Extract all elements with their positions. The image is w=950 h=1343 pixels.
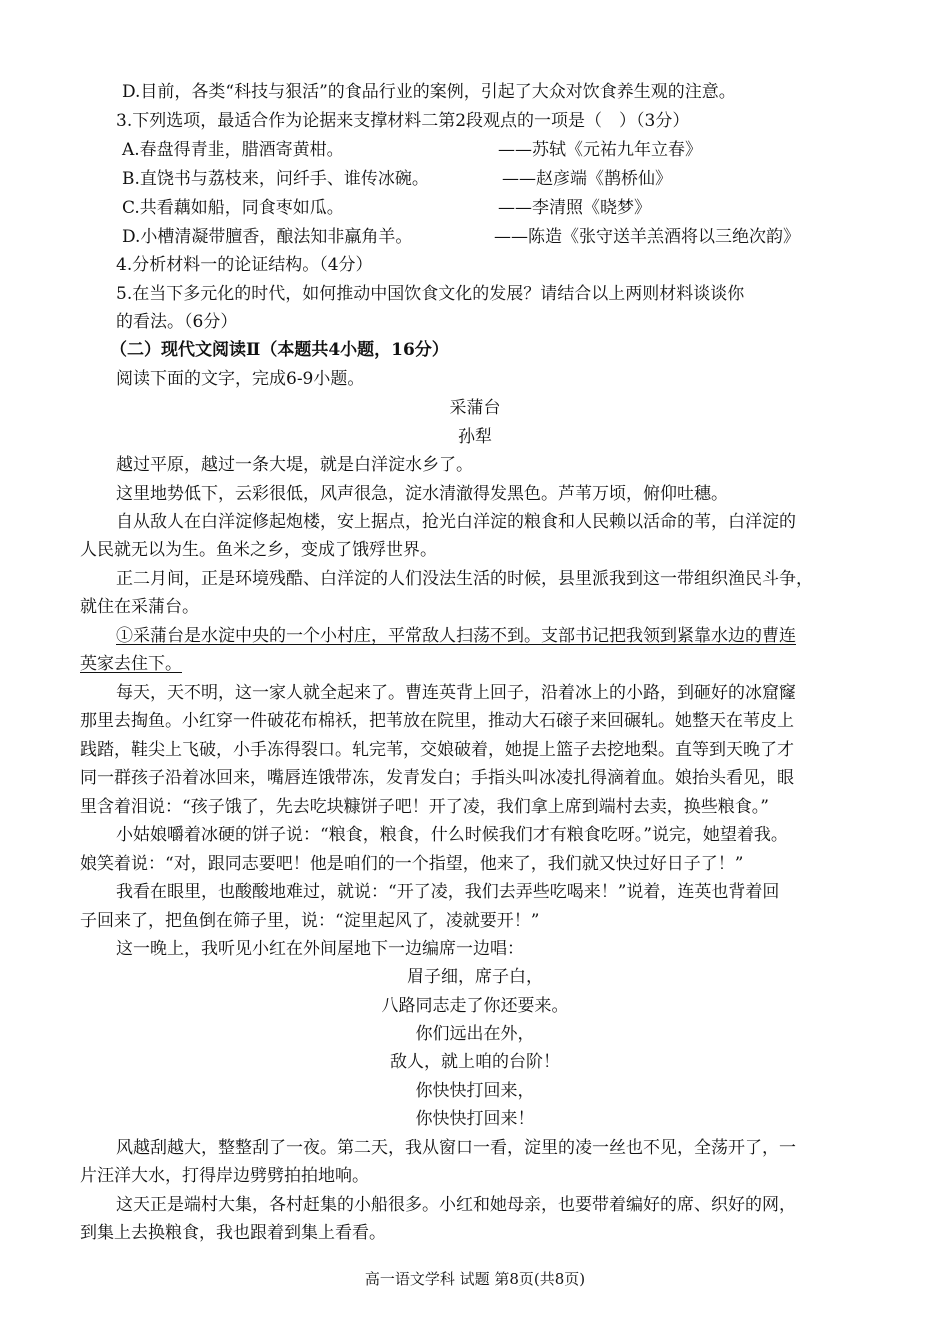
q4-stem: 4.分析材料一的论证结构。（4分） (116, 255, 373, 275)
q3-option-d-source: ——陈造《张守送羊羔酒将以三绝次韵》 (494, 227, 800, 247)
q3-option-b: B.直饶书与荔枝来，问纤手、谁传冰碗。 (122, 169, 429, 189)
paragraph-11-line1: 这天正是端村大集，各村赶集的小船很多。小红和她母亲，也要带着编好的席、织好的网， (116, 1195, 796, 1215)
paragraph-6-line2: 那里去掏鱼。小红穿一件破花布棉袄，把苇放在院里，推动大石磙子来回碾轧。她整天在苇皮上 (80, 711, 794, 731)
q3-option-b-source: ——赵彦端《鹊桥仙》 (502, 169, 672, 189)
q3-option-d: D.小槽清凝带膻香，酿法知非羸角羊。 (122, 227, 413, 247)
paragraph-10-line2: 片汪洋大水，打得岸边劈劈拍拍地响。 (80, 1166, 369, 1186)
paragraph-4-line1: 正二月间，正是环境残酷、白洋淀的人们没法生活的时候，县里派我到这一带组织渔民斗争， (116, 569, 813, 589)
song-line-3: 你们远出在外， (415, 1024, 535, 1044)
paragraph-5-underlined-line1: ①采蒲台是水淀中央的一个小村庄，平常敌人扫荡不到。支部书记把我领到紧靠水边的曹连 (116, 626, 796, 646)
song-line-5: 你快快打回来， (415, 1081, 535, 1101)
q3-option-c-source: ——李清照《晓梦》 (498, 198, 651, 218)
song-line-4: 敌人，就上咱的台阶！ (390, 1052, 560, 1072)
page-footer: 高一语文学科 试题 第8页(共8页) (364, 1270, 586, 1288)
paragraph-11-line2: 到集上去换粮食，我也跟着到集上看看。 (80, 1223, 386, 1243)
song-line-6: 你快快打回来！ (415, 1109, 535, 1129)
song-line-2: 八路同志走了你还要来。 (381, 996, 569, 1016)
paragraph-3-line2: 人民就无以为生。鱼米之乡，变成了饿殍世界。 (80, 540, 437, 560)
q2-option-d: D.目前，各类“科技与狠活”的食品行业的案例，引起了大众对饮食养生观的注意。 (122, 82, 736, 102)
paragraph-10-line1: 风越刮越大，整整刮了一夜。第二天，我从窗口一看，淀里的凌一丝也不见，全荡开了，一 (116, 1138, 796, 1158)
paragraph-6-line4: 同一群孩子沿着冰回来，嘴唇连饿带冻，发青发白；手指头叫冰凌扎得滴着血。娘抬头看见，眼 (80, 768, 794, 788)
article-author: 孙犁 (458, 427, 492, 447)
paragraph-7-line1: 小姑娘嚼着冰硬的饼子说：“粮食，粮食，什么时候我们才有粮食吃呀。”说完，她望着我。 (116, 825, 788, 845)
paragraph-3-line1: 自从敌人在白洋淀修起炮楼，安上据点，抢光白洋淀的粮食和人民赖以活命的苇，白洋淀的 (116, 512, 796, 532)
q3-stem: 3.下列选项，最适合作为论据来支撑材料二第2段观点的一项是（ ）（3分） (116, 111, 690, 131)
song-line-1: 眉子细，席子白， (407, 967, 543, 987)
q3-option-a-source: ——苏轼《元祐九年立春》 (498, 140, 702, 160)
paragraph-2: 这里地势低下，云彩很低，风声很急，淀水清澈得发黑色。芦苇万顷，俯仰吐穗。 (116, 484, 728, 504)
q3-option-c: C.共看藕如船，同食枣如瓜。 (122, 198, 344, 218)
paragraph-4-line2: 就住在采蒲台。 (80, 597, 199, 617)
q5-stem-line1: 5.在当下多元化的时代，如何推动中国饮食文化的发展？请结合以上两则材料谈谈你 (116, 284, 745, 304)
paragraph-5-underlined-line2: 英家去住下。 (80, 654, 182, 674)
section-heading: （二）现代文阅读Ⅱ（本题共4小题，16分） (110, 340, 449, 360)
paragraph-7-line2: 娘笑着说：“对，跟同志要吧！他是咱们的一个指望，他来了，我们就又快过好日子了！” (80, 854, 744, 874)
paragraph-8-line1: 我看在眼里，也酸酸地难过，就说：“开了凌，我们去弄些吃喝来！”说着，连英也背着回 (116, 882, 780, 902)
paragraph-9: 这一晚上，我听见小红在外间屋地下一边编席一边唱： (116, 939, 524, 959)
section-instruction: 阅读下面的文字，完成6-9小题。 (116, 369, 365, 389)
paragraph-8-line2: 子回来了，把鱼倒在筛子里，说：“淀里起风了，凌就要开！” (80, 911, 540, 931)
q5-stem-line2: 的看法。（6分） (116, 312, 238, 332)
paragraph-6-line3: 践踏，鞋尖上飞破，小手冻得裂口。轧完苇，交娘破着，她提上篮子去挖地梨。直等到天晚了才 (80, 740, 794, 760)
article-title: 采蒲台 (449, 398, 501, 418)
paragraph-6-line5: 里含着泪说：“孩子饿了，先去吃块糠饼子吧！开了凌，我们拿上席到端村去卖，换些粮食。” (80, 797, 769, 817)
paragraph-1: 越过平原，越过一条大堤，就是白洋淀水乡了。 (116, 455, 473, 475)
q3-option-a: A.春盘得青韭，腊酒寄黄柑。 (122, 140, 344, 160)
paragraph-6-line1: 每天，天不明，这一家人就全起来了。曹连英背上回子，沿着冰上的小路，到砸好的冰窟窿 (116, 683, 796, 703)
